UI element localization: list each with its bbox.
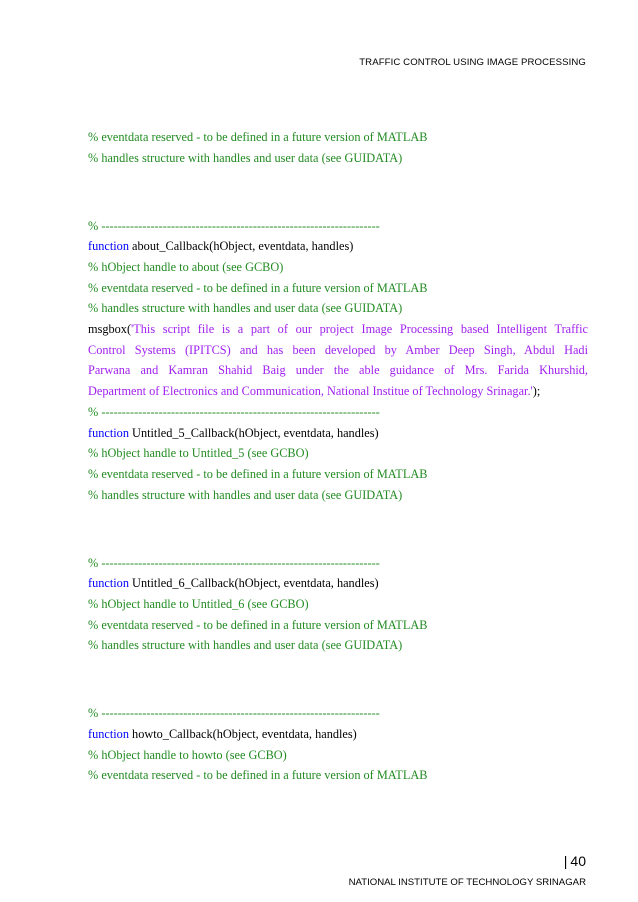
blank-gap <box>88 168 588 209</box>
comment-line: % handles structure with handles and user data (see GUIDATA) <box>88 487 403 502</box>
function-keyword: function <box>88 425 129 440</box>
comment-line: % eventdata reserved - to be defined in a future version of MATLAB <box>88 768 428 783</box>
function-keyword: function <box>88 239 129 254</box>
comment-line: % handles structure with handles and user data (see GUIDATA) <box>88 301 403 316</box>
comment-line: % hObject handle to about (see GCBO) <box>88 260 284 275</box>
msgbox-close: ); <box>532 384 541 399</box>
separator-comment: % -------------------------------------------------------------------- <box>88 404 380 419</box>
comment-line: % hObject handle to howto (see GCBO) <box>88 747 287 762</box>
page-number-block <box>564 853 586 869</box>
function-declaration <box>88 236 588 257</box>
function-keyword: function <box>88 727 129 742</box>
blank-gap <box>88 505 588 546</box>
footer-institute: NATIONAL INSTITUTE OF TECHNOLOGY SRINAGAR <box>348 877 586 888</box>
comment-line: % eventdata reserved - to be defined in a future version of MATLAB <box>88 466 428 481</box>
comment-line: % handles structure with handles and user data (see GUIDATA) <box>88 638 403 653</box>
code-listing <box>88 127 588 786</box>
separator-comment: % -------------------------------------------------------------------- <box>88 218 380 233</box>
function-signature: Untitled_6_Callback(hObject, eventdata, handles) <box>128 576 379 591</box>
comment-line: % handles structure with handles and user data (see GUIDATA) <box>88 150 403 165</box>
page-number: 40 <box>570 853 586 869</box>
function-declaration <box>88 423 588 444</box>
function-declaration <box>88 724 588 745</box>
function-signature: about_Callback(hObject, eventdata, handles) <box>128 239 354 254</box>
msgbox-line-1 <box>88 319 588 340</box>
msgbox-string-line: Control Systems (IPITCS) and has been developed by Amber Deep Singh, Abdul Hadi <box>88 342 588 357</box>
msgbox-line-4 <box>88 381 588 402</box>
function-declaration <box>88 573 588 594</box>
comment-line: % hObject handle to Untitled_6 (see GCBO) <box>88 596 309 611</box>
page-header-title: TRAFFIC CONTROL USING IMAGE PROCESSING <box>359 57 586 68</box>
comment-line: % hObject handle to Untitled_5 (see GCBO) <box>88 446 309 461</box>
separator-comment: % -------------------------------------------------------------------- <box>88 555 380 570</box>
msgbox-string: 'This script file is a part of our project Image Processing based Intelligent Traffic <box>131 322 588 337</box>
blank-gap <box>88 656 588 697</box>
msgbox-call: msgbox( <box>88 322 132 337</box>
separator-comment: % -------------------------------------------------------------------- <box>88 706 380 721</box>
function-signature: howto_Callback(hObject, eventdata, handles) <box>128 727 357 742</box>
comment-line: % eventdata reserved - to be defined in a future version of MATLAB <box>88 130 428 144</box>
comment-line: % eventdata reserved - to be defined in a future version of MATLAB <box>88 280 428 295</box>
msgbox-string: Department of Electronics and Communication, National Institue of Technology Srinagar.' <box>88 384 533 399</box>
msgbox-string-line: Parwana and Kamran Shahid Baig under the able guidance of Mrs. Farida Khurshid, <box>88 363 588 378</box>
function-signature: Untitled_5_Callback(hObject, eventdata, handles) <box>128 425 379 440</box>
function-keyword: function <box>88 576 129 591</box>
page-number-bar: | <box>563 853 568 869</box>
comment-line: % eventdata reserved - to be defined in a future version of MATLAB <box>88 617 428 632</box>
